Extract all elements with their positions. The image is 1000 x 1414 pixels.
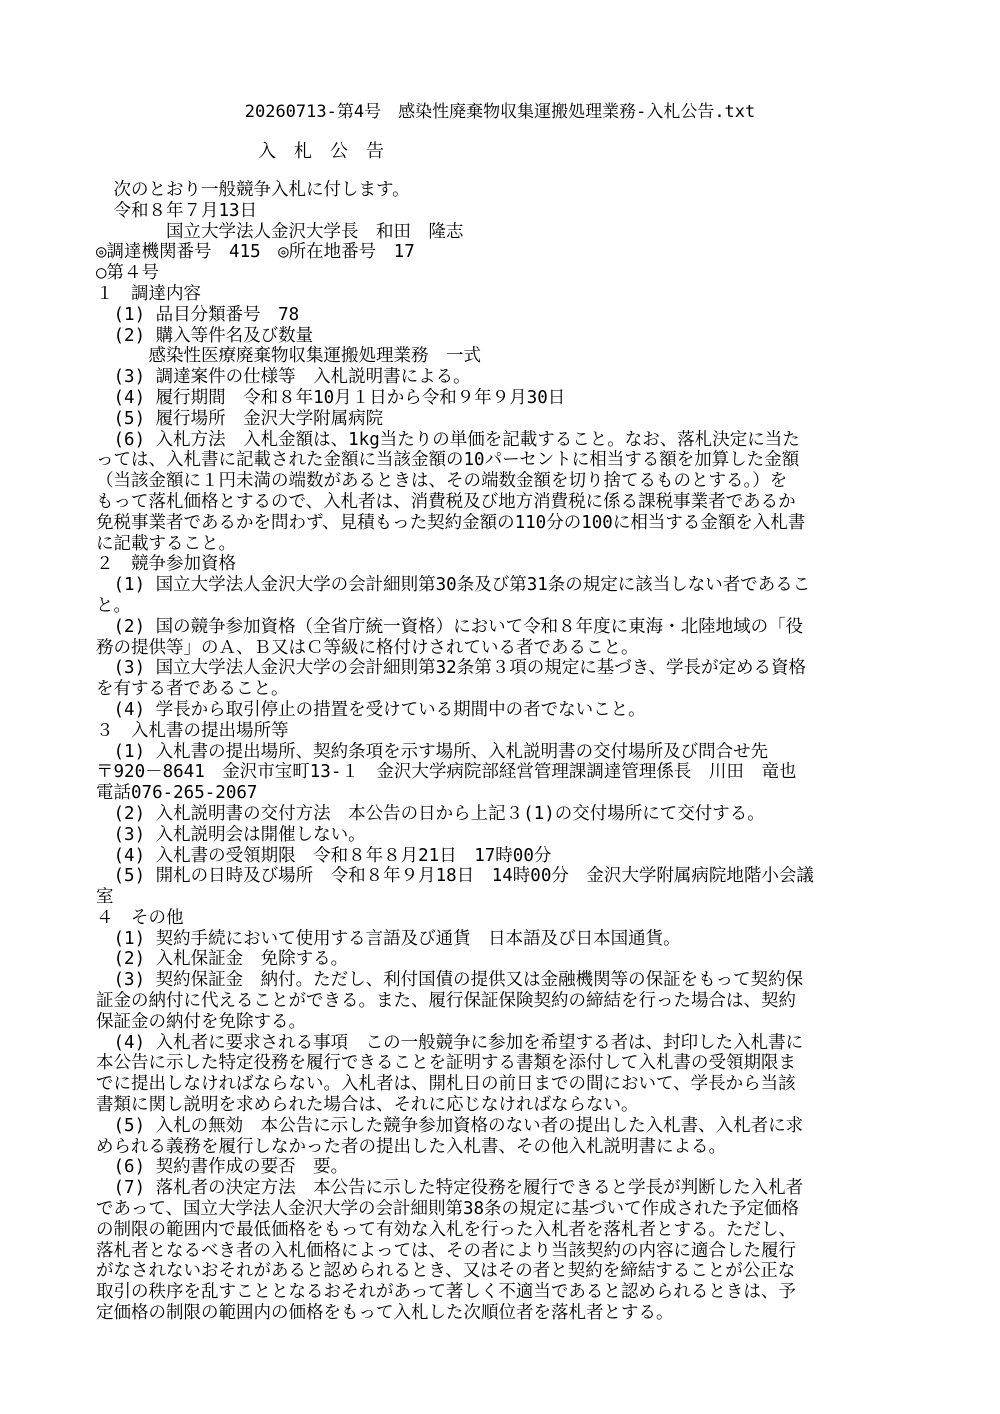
text-line: (1) 国立大学法人金沢大学の会計細則第30条及び第31条の規定に該当しない者であるこ bbox=[96, 575, 811, 596]
notice-title: 入 札 公 告 bbox=[258, 141, 384, 162]
text-line: められる義務を履行しなかった者の提出した入札書、その他入札説明書による。 bbox=[96, 1136, 726, 1157]
text-line: 定価格の制限の範囲内の価格をもって入札した次順位者を落札者とする。 bbox=[96, 1303, 674, 1324]
text-line: (2) 入札保証金 免除する。 bbox=[96, 949, 349, 970]
text-line: でに提出しなければならない。入札者は、開札日の前日までの間において、学長から当該 bbox=[96, 1074, 796, 1095]
text-line: ４ その他 bbox=[96, 907, 184, 928]
text-line: の制限の範囲内で最低価格をもって有効な入札を行った入札者を落札者とする。ただし、 bbox=[96, 1219, 796, 1240]
text-line: ○第４号 bbox=[96, 263, 160, 284]
text-line: 本公告に示した特定役務を履行できることを証明する書類を添付して入札書の受領期限ま bbox=[96, 1053, 796, 1074]
text-line: (4) 学長から取引停止の措置を受けている期間中の者でないこと。 bbox=[96, 699, 646, 720]
text-line: (5) 入札の無効 本公告に示した競争参加資格のない者の提出した入札書、入札者に求 bbox=[96, 1115, 804, 1136]
text-line: (6) 入札方法 入札金額は、1kg当たりの単価を記載すること。なお、落札決定に当た bbox=[96, 429, 800, 450]
text-line: 〒920－8641 金沢市宝町13-１ 金沢大学病院部経営管理課調達管理係長 川田 竜也 bbox=[96, 762, 797, 783]
text-line: (3) 国立大学法人金沢大学の会計細則第32条第３項の規定に基づき、学長が定める資格 bbox=[96, 658, 807, 679]
text-line: １ 調達内容 bbox=[96, 283, 201, 304]
text-line: であって、国立大学法人金沢大学の会計細則第38条の規定に基づいて作成された予定価格 bbox=[96, 1199, 800, 1220]
text-line: (2) 購入等件名及び数量 bbox=[96, 325, 314, 346]
text-line: (7) 落札者の決定方法 本公告に示した特定役務を履行できると学長が判断した入札者 bbox=[96, 1178, 804, 1199]
text-line: (3) 契約保証金 納付。ただし、利付国債の提供又は金融機関等の保証をもって契約保 bbox=[96, 970, 804, 991]
text-line: 室 bbox=[96, 887, 114, 908]
text-line: 免税事業者であるかを問わず、見積もった契約金額の110分の100に相当する金額を入札書 bbox=[96, 512, 806, 533]
text-line: っては、入札書に記載された金額に当該金額の10パーセントに相当する額を加算した金額 bbox=[96, 450, 800, 471]
text-line: 落札者となるべき者の入札価格によっては、その者により当該契約の内容に適合した履行 bbox=[96, 1240, 796, 1261]
text-line: (6) 契約書作成の要否 要。 bbox=[96, 1157, 349, 1178]
text-line: ２ 競争参加資格 bbox=[96, 554, 236, 575]
text-line: 務の提供等」のＡ、Ｂ又はＣ等級に格付けされている者であること。 bbox=[96, 637, 639, 658]
text-line: もって落札価格とするので、入札者は、消費税及び地方消費税に係る課税事業者であるか bbox=[96, 491, 796, 512]
text-line: 保証金の納付を免除する。 bbox=[96, 1011, 306, 1032]
text-line: (2) 入札説明書の交付方法 本公告の日から上記３(1)の交付場所にて交付する。 bbox=[96, 803, 765, 824]
text-line: 次のとおり一般競争入札に付します。 bbox=[96, 180, 410, 200]
text-line: ◎調達機関番号 415 ◎所在地番号 17 bbox=[96, 242, 415, 263]
text-line: (5) 履行場所 金沢大学附属病院 bbox=[96, 408, 384, 429]
text-line: (3) 調達案件の仕様等 入札説明書による。 bbox=[96, 367, 471, 388]
text-line: (2) 国の競争参加資格（全省庁統一資格）において令和８年度に東海・北陸地域の「役 bbox=[96, 616, 804, 637]
file-name-header: 20260713-第4号 感染性廃棄物収集運搬処理業務-入札公告.txt bbox=[244, 102, 756, 122]
text-line: ３ 入札書の提出場所等 bbox=[96, 720, 289, 741]
text-line: (5) 開札の日時及び場所 令和８年９月18日 14時00分 金沢大学附属病院地階小会議 bbox=[96, 866, 814, 887]
text-line: (1) 入札書の提出場所、契約条項を示す場所、入札説明書の交付場所及び問合せ先 bbox=[96, 741, 769, 762]
text-line: (4) 履行期間 令和８年10月１日から令和９年９月30日 bbox=[96, 387, 566, 408]
text-line: 証金の納付に代えることができる。また、履行保証保険契約の締結を行った場合は、契約 bbox=[96, 991, 796, 1012]
text-line: 感染性医療廃棄物収集運搬処理業務 一式 bbox=[96, 346, 481, 367]
text-line: がなされないおそれがあると認められるとき、又はその者と契約を締結することが公正な bbox=[96, 1261, 796, 1282]
text-line: 書類に関し説明を求められた場合は、それに応じなければならない。 bbox=[96, 1095, 639, 1116]
text-line: と。 bbox=[96, 595, 131, 616]
text-line: (4) 入札者に要求される事項 この一般競争に参加を希望する者は、封印した入札書に bbox=[96, 1032, 804, 1053]
text-line: 国立大学法人金沢大学長 和田 隆志 bbox=[96, 221, 464, 242]
notice-body bbox=[96, 180, 916, 1324]
text-line: (4) 入札書の受領期限 令和８年８月21日 17時00分 bbox=[96, 845, 552, 866]
text-line: に記載すること。 bbox=[96, 533, 236, 554]
text-line: 電話076-265-2067 bbox=[96, 783, 258, 804]
text-line: (1) 品目分類番号 78 bbox=[96, 304, 300, 325]
text-line: 令和８年７月13日 bbox=[96, 200, 258, 221]
text-line: を有する者であること。 bbox=[96, 679, 289, 700]
text-line: 取引の秩序を乱すこととなるおそれがあって著しく不適当であると認められるときは、予 bbox=[96, 1282, 796, 1303]
text-line: （当該金額に１円未満の端数があるときは、その端数金額を切り捨てるものとする。）を bbox=[96, 471, 788, 492]
text-line: (3) 入札説明会は開催しない。 bbox=[96, 824, 366, 845]
text-line: (1) 契約手続において使用する言語及び通貨 日本語及び日本国通貨。 bbox=[96, 928, 681, 949]
